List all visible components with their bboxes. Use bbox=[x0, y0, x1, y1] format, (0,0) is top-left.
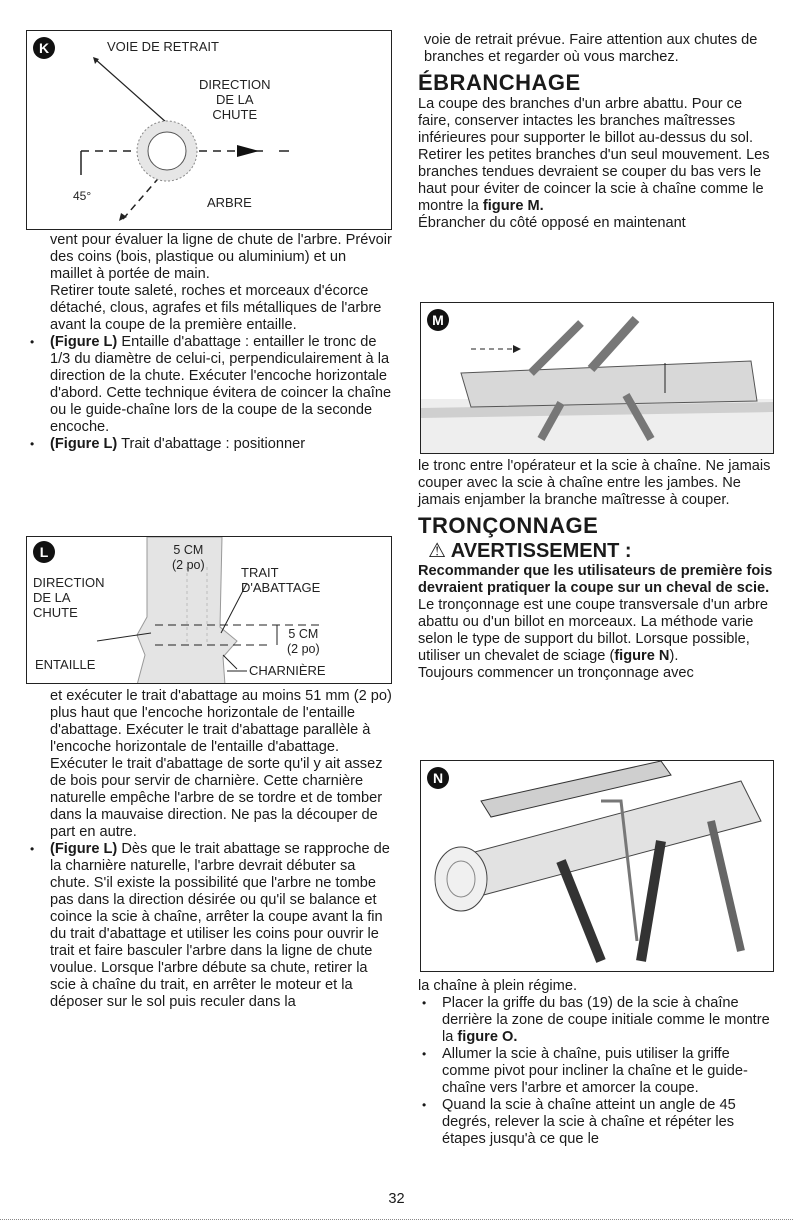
limbing-illustration bbox=[421, 303, 774, 454]
section-heading: ÉBRANCHAGE bbox=[418, 70, 581, 95]
retreat-path-label: VOIE DE RETRAIT bbox=[107, 39, 219, 54]
paragraph-text: Le tronçonnage est une coupe transversale d'un arbre abattu ou d'un billot en morceaux. La méthode varie selon le type de support du billot. Lorsque possible, utiliser un chevalet de sciage ( bbox=[418, 597, 769, 664]
figure-k-badge: K bbox=[33, 37, 55, 59]
angle-label: 45° bbox=[73, 189, 92, 203]
list-item-text: Entaille d'abattage : entailler le tronc de 1/3 du diamètre de celui-ci, perpendiculairement à la direction de la chute. Exécuter l'encoche horizontale d'abord. Cette technique évitera de coincer la chaîne ou le guide-chaîne lors de la coupe de la seconde encoche. bbox=[50, 334, 392, 435]
paragraph-text: ). bbox=[669, 648, 679, 664]
page-bottom-rule bbox=[0, 1219, 793, 1220]
page-number: 32 bbox=[388, 1191, 405, 1207]
figure-n-badge: N bbox=[427, 767, 449, 789]
figure-ref: (Figure L) bbox=[50, 841, 118, 857]
paragraph: le tronc entre l'opérateur et la scie à chaîne. Ne jamais couper avec la scie à chaîne entre les jambes. Ne jamais enjamber la branche maîtresse à couper. bbox=[418, 458, 771, 508]
dimension-label: 5 CM (2 po) bbox=[172, 543, 205, 572]
figure-l bbox=[26, 536, 392, 684]
figure-n bbox=[420, 760, 774, 972]
paragraph bbox=[418, 597, 776, 665]
figure-l-badge: L bbox=[33, 541, 55, 563]
list-item bbox=[26, 334, 392, 436]
list-item-text: Trait d'abattage : positionner bbox=[117, 436, 306, 452]
figure-ref: (Figure L) bbox=[50, 436, 118, 452]
list-item: • Allumer la scie à chaîne, puis utiliser la griffe comme pivot pour incliner la chaîne et le guide-chaîne vers l'arbre et amorcer la coupe. bbox=[418, 1046, 776, 1097]
paragraph-text: La coupe des branches d'un arbre abattu. Pour ce faire, conserver intactes les branches maîtresses inférieures pour supporter le billot au-dessus du sol. Retirer les petites branches d'un seul mouvement. Les branches tendues devraient se couper du bas vers le haut pour éviter de coincer la scie à chaîne comme le montre la bbox=[418, 96, 770, 214]
notch-label: ENTAILLE bbox=[35, 657, 96, 672]
paragraph: et exécuter le trait d'abattage au moins 51 mm (2 po) plus haut que l'encoche horizontale de l'entaille d'abattage. Exécuter le trait d'abattage parallèle à l'encoche horizontale de l'entaille d'abattage. Exécuter le trait d'abattage de sorte qu'il y ait assez de bois pour servir de charnière. Cette charnière naturelle empêche l'arbre de se tordre et de tomber dans la mauvaise direction. Ne pas la découper de part en autre. bbox=[50, 688, 392, 840]
felling-cut-label: TRAIT D'ABATTAGE bbox=[241, 565, 321, 595]
list-item-text: Placer la griffe du bas (19) de la scie à chaîne derrière la zone de coupe initiale comme le montre la bbox=[442, 995, 770, 1045]
paragraph: Ébrancher du côté opposé en maintenant bbox=[418, 215, 686, 231]
list-item bbox=[26, 841, 392, 1011]
figure-ref: figure M. bbox=[482, 198, 544, 214]
dimension-label: 5 CM (2 po) bbox=[287, 627, 320, 656]
list-item: • Quand la scie à chaîne atteint un angle de 45 degrés, relever la scie à chaîne et répéter les étapes jusqu'à ce que le bbox=[418, 1097, 776, 1148]
warning-heading: ⚠ AVERTISSEMENT : bbox=[428, 540, 632, 562]
figure-m bbox=[420, 302, 774, 454]
paragraph: Retirer toute saleté, roches et morceaux d'écorce détaché, clous, agrafes et fils métalliques de l'arbre avant la coupe de la première entaille. bbox=[50, 283, 382, 333]
fall-direction-label: DIRECTION DE LA CHUTE bbox=[199, 77, 271, 122]
figure-m-badge: M bbox=[427, 309, 449, 331]
paragraph bbox=[418, 96, 776, 215]
paragraph: la chaîne à plein régime. bbox=[418, 978, 578, 994]
figure-k bbox=[26, 30, 392, 230]
tree-label: ARBRE bbox=[207, 195, 252, 210]
figure-ref: (Figure L) bbox=[50, 334, 118, 350]
paragraph: voie de retrait prévue. Faire attention aux chutes de branches et regarder où vous marchez. bbox=[424, 32, 758, 65]
figure-ref: figure O. bbox=[457, 1029, 518, 1045]
warning-text: Recommander que les utilisateurs de première fois devraient pratiquer la coupe sur un cheval de scie. bbox=[418, 563, 773, 596]
list-item bbox=[418, 995, 776, 1046]
list-item-text: Dès que le trait abattage se rapproche de la charnière naturelle, l'arbre devrait débuter sa chute. S'il existe la possibilité que l'arbre ne tombe pas dans la direction désirée ou qu'il se balance et coince la scie à chaîne, arrêter la coupe avant la fin du trait d'abattage et utiliser les coins pour ouvrir le trait et faire basculer l'arbre dans la ligne de chute voulue. Lorsque l'arbre débute sa chute, retirer la scie à chaîne du trait, en arrêter le moteur et la déposer sur le sol puis reculer dans la bbox=[50, 841, 390, 1010]
sawhorse-illustration bbox=[421, 761, 774, 972]
section-heading: TRONÇONNAGE bbox=[418, 513, 599, 538]
list-item bbox=[26, 436, 392, 453]
hinge-label: CHARNIÈRE bbox=[249, 663, 326, 678]
fall-direction-label: DIRECTION DE LA CHUTE bbox=[33, 575, 105, 620]
paragraph: vent pour évaluer la ligne de chute de l'arbre. Prévoir des coins (bois, plastique ou aluminium) et un maillet à portée de main. bbox=[50, 232, 392, 282]
paragraph: Toujours commencer un tronçonnage avec bbox=[418, 665, 694, 681]
figure-ref: figure N bbox=[614, 648, 670, 664]
